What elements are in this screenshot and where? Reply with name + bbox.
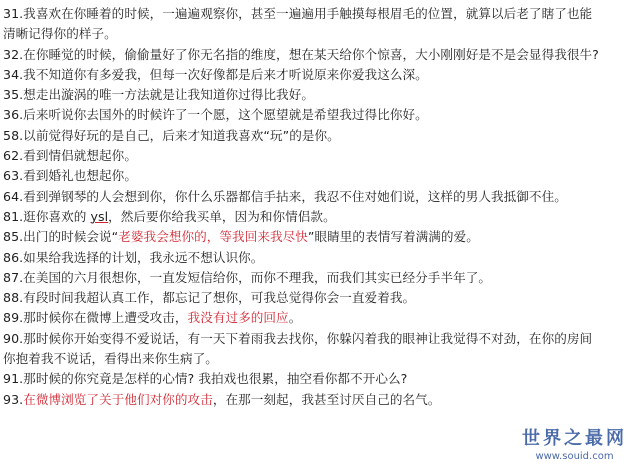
text-line-81-prefix: 81.逛你喜欢的 bbox=[3, 208, 91, 224]
text-line-32: 32.在你睡觉的时候，偷偷量好了你无名指的维度，想在某天给你个惊喜，大小刚刚好是不是会显得我很牛? bbox=[3, 46, 599, 62]
text-line-34: 34.我不知道你有多爱我，但每一次好像都是后来才听说原来你爱我这么深。 bbox=[3, 66, 428, 82]
text-line-35: 35.想走出漩涡的唯一方法就是让我知道你过得比我好。 bbox=[3, 87, 314, 103]
text-line-36: 36.后来听说你去国外的时候许了一个愿，这个愿望就是希望我过得比你好。 bbox=[3, 107, 428, 123]
text-line-63: 63.看到婚礼也想起你。 bbox=[3, 168, 137, 184]
text-line-93-suffix: ，在那一刻起，我甚至讨厌自己的名气。 bbox=[212, 391, 441, 407]
watermark-url: www.souid.com bbox=[535, 451, 614, 462]
text-line-86: 86.如果给我选择的计划，我永远不想认识你。 bbox=[3, 249, 264, 265]
text-line-31b: 清晰记得你的样子。 bbox=[3, 26, 117, 42]
underlined-term: ysl bbox=[90, 208, 109, 224]
text-line-85-suffix: ”眼睛里的表情写着满满的爱。 bbox=[307, 229, 479, 245]
text-line-90b: 你抱着我不说话，看得出来你生病了。 bbox=[3, 351, 218, 367]
text-line-31a: 31.我喜欢在你睡着的时候，一遍遍观察你，甚至一遍遍用手触摸每根眉毛的位置，就算以后老了瞎了也能 bbox=[3, 6, 593, 21]
text-line-89-prefix: 89.那时候你在微博上遭受攻击， bbox=[3, 310, 188, 326]
text-line-89-suffix: 。 bbox=[288, 310, 302, 326]
text-line-85 bbox=[3, 227, 631, 247]
text-line-58: 58.以前觉得好玩的是自己，后来才知道我喜欢“玩”的是你。 bbox=[3, 127, 340, 143]
text-line-64: 64.看到弹钢琴的人会想到你，你什么乐器都信手拈来，我忍不住对她们说，这样的男人我抵御不住。 bbox=[3, 188, 567, 204]
watermark-title: 世界之最网 bbox=[522, 428, 627, 449]
text-line-91: 91.那时候的你究竟是怎样的心情? 我拍戏也很累，抽空看你都不开心么? bbox=[3, 371, 408, 387]
text-line-93 bbox=[3, 390, 631, 410]
text-line-87: 87.在美国的六月很想你，一直发短信给你，而你不理我，而我们其实已经分手半年了。 bbox=[3, 269, 491, 285]
text-line-81-suffix: ，然后要你给我买单，因为和你情侣款。 bbox=[108, 208, 336, 224]
text-line-85-prefix: 85.出门的时候会说“ bbox=[3, 229, 119, 245]
site-watermark bbox=[522, 428, 627, 463]
highlighted-phrase: 在微博浏览了关于他们对你的攻击 bbox=[23, 391, 213, 407]
highlighted-phrase: 我没有过多的回应 bbox=[187, 310, 289, 326]
text-document bbox=[3, 4, 631, 410]
text-line-93-prefix: 93. bbox=[3, 391, 24, 407]
text-line-62: 62.看到情侣就想起你。 bbox=[3, 148, 137, 164]
text-line-89 bbox=[3, 308, 631, 328]
text-line-90a: 90.那时候你开始变得不爱说话，有一天下着雨我去找你，你躲闪着我的眼神让我觉得不对劲，在你的房间 bbox=[3, 330, 593, 346]
highlighted-quote: 老婆我会想你的，等我回来我尽快 bbox=[118, 229, 308, 245]
text-line-81 bbox=[3, 207, 631, 227]
text-line-88: 88.有段时间我超认真工作，都忘记了想你，可我总觉得你会一直爱着我。 bbox=[3, 290, 416, 306]
